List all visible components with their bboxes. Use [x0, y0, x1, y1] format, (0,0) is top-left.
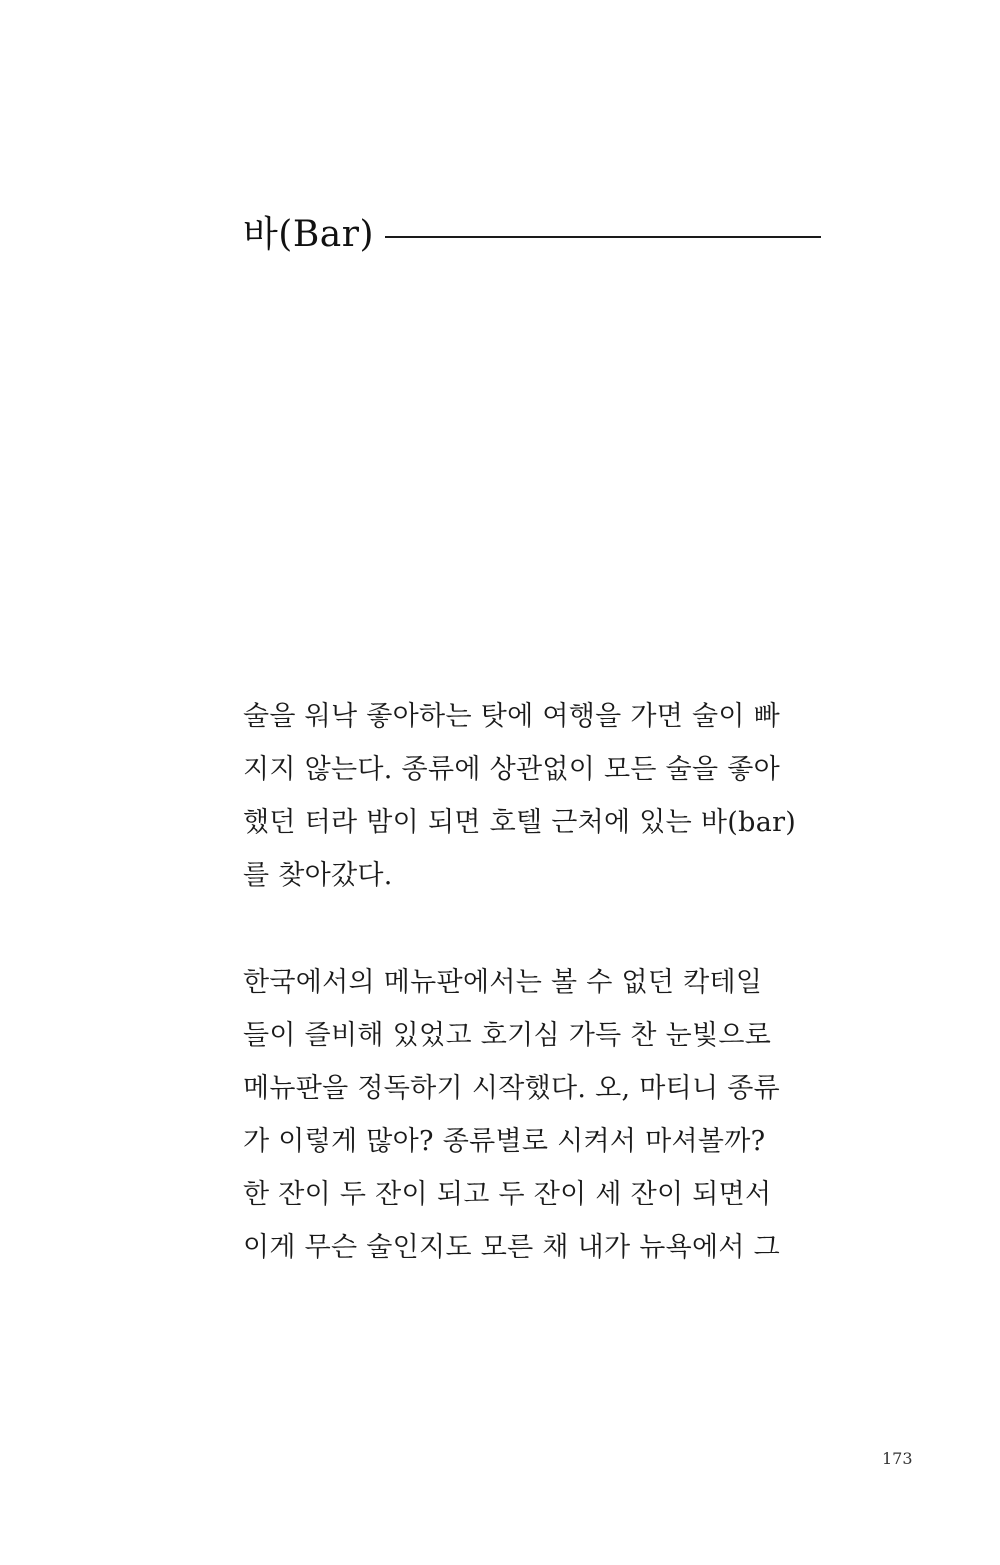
paragraph-line: 를 찾아갔다. — [243, 860, 393, 891]
paragraph-line: 가 이렇게 많아? 종류별로 시켜서 마셔볼까? — [243, 1126, 766, 1157]
chapter-title-rule — [385, 236, 821, 238]
chapter-title: 바(Bar) — [243, 214, 374, 255]
paragraph-1 — [243, 690, 823, 902]
paragraph-line: 술을 워낙 좋아하는 탓에 여행을 가면 술이 빠 — [243, 701, 781, 732]
paragraph-line: 들이 즐비해 있었고 호기심 가득 찬 눈빛으로 — [243, 1020, 772, 1051]
paragraph-line: 이게 무슨 술인지도 모른 채 내가 뉴욕에서 그 — [243, 1232, 781, 1263]
paragraph-line: 한 잔이 두 잔이 되고 두 잔이 세 잔이 되면서 — [243, 1179, 772, 1210]
paragraph-line: 했던 터라 밤이 되면 호텔 근처에 있는 바(bar) — [243, 807, 797, 838]
chapter-heading — [243, 210, 823, 260]
paragraph-line: 한국에서의 메뉴판에서는 볼 수 없던 칵테일 — [243, 967, 763, 998]
page-number: 173 — [882, 1449, 913, 1468]
paragraph-line: 메뉴판을 정독하기 시작했다. 오, 마티니 종류 — [243, 1073, 781, 1104]
paragraph-line: 지지 않는다. 종류에 상관없이 모든 술을 좋아 — [243, 754, 781, 785]
paragraph-2 — [243, 956, 823, 1274]
